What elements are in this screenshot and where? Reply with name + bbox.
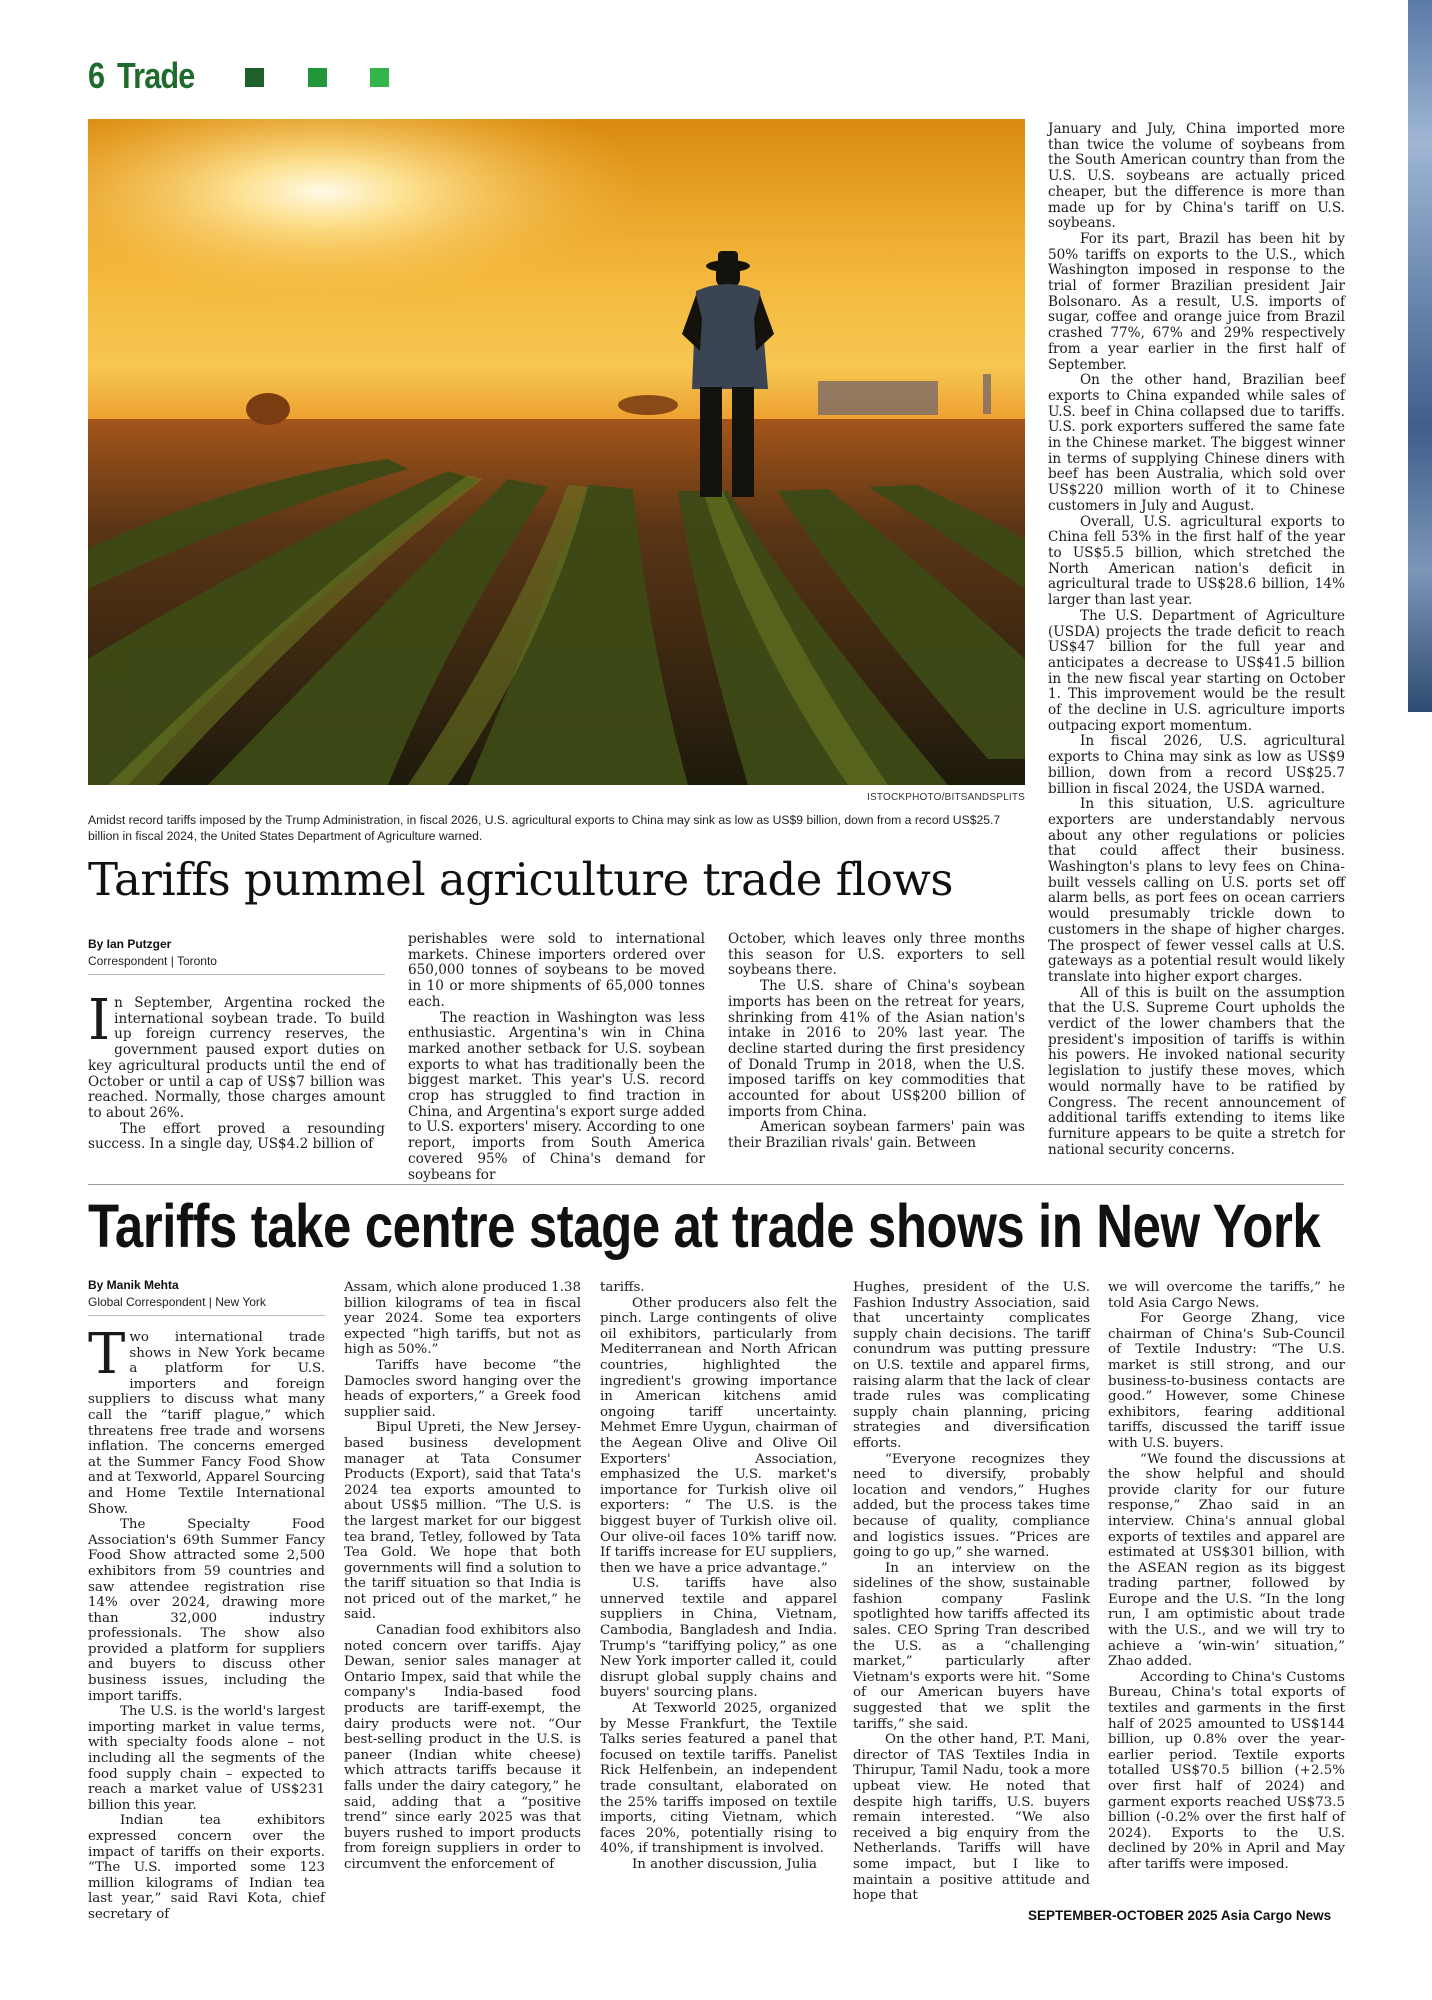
article2-dropcap: T [88,1322,126,1387]
paragraph: Overall, U.S. agricultural exports to China fell 53% in the first half of the year to US$5.5 billion, which stretched the North American nation's deficit in agricultural trade to US$28.6 billion, 14% larger than last year. [1048,513,1345,609]
byline-divider [88,974,385,975]
article1-role: Correspondent | Toronto [88,954,217,968]
paragraph: Hughes, president of the U.S. Fashion Industry Association, said that uncertainty complicates supply chain decisions. The tariff conundrum was putting pressure on U.S. textile and apparel firms, raising alarm that the lack of clear trade rules was complicating supply chain planning, pricing strategies and diversification efforts. [853,1280,1090,1451]
paragraph: The reaction in Washington was less enthusiastic. Argentina's win in China marked another setback for U.S. soybean exports to what has traditionally been the biggest market. This year's U.S. record crop has struggled to find traction in China, and Argentina's export surge added to U.S. exporters' misery. According to one report, imports from South America covered 95% of China's demand for soybeans for [408,1009,705,1183]
paragraph: For George Zhang, vice chairman of China's Sub-Council of Textile Industry: “The U.S. market is still strong, and our business-to-business contacts are good.” However, some Chinese exhibitors, fearing additional tariffs, discussed the tariff issue with U.S. buyers. [1108,1311,1345,1451]
publication-name: Asia Cargo News [1220,1908,1332,1923]
article1-author: By Ian Putzger [88,937,172,951]
photo-credit: ISTOCKPHOTO/BITSANDSPLITS [867,792,1025,803]
section-name: Trade [117,55,195,96]
paragraph: U.S. tariffs have also unnerved textile and apparel suppliers in China, Vietnam, Cambodia, Bangladesh and India. Trump's “tariffying policy,” as one New York importer called it, could disrupt global supply chains and buyers' sourcing plans. [600,1576,837,1701]
paragraph: “Everyone recognizes they need to diversify, probably location and vendors,” Hughes added, but the process takes time because of quality, compliance and logistics issues. “Prices are going to go up,” she warned. [853,1451,1090,1561]
paragraph: Tariffs have become “the Damocles sword hanging over the heads of exporters,” a Greek food supplier said. [344,1357,581,1420]
article1-column-2 [408,932,705,1183]
paragraph: October, which leaves only three months this season for U.S. exporters to sell soybeans there. [728,931,1025,979]
paragraph: On the other hand, Brazilian beef exports to China expanded while sales of U.S. beef in China collapsed due to tariffs. U.S. pork exporters suffered the same fate in the Chinese market. The biggest winner in terms of supplying Chinese diners with beef has been Australia, which sold over US$220 million worth of it to Chinese customers in July and August. [1048,372,1345,514]
farmer-at-sunset-photo [88,119,1025,785]
article2-column-4 [853,1280,1090,1904]
paragraph: For its part, Brazil has been hit by 50% tariffs on exports to the U.S., which Washington imposed in response to the trial of former Brazilian president Jair Bolsonaro. As a result, U.S. imports of sugar, coffee and orange juice from Brazil crashed 77%, 67% and 29% respectively from a year earlier in the first half of September. [1048,230,1345,373]
paragraph: we will overcome the tariffs,” he told Asia Cargo News. [1108,1280,1345,1311]
article2-column-5 [1108,1280,1345,1873]
photo-illustration [88,119,1025,785]
paragraph: All of this is built on the assumption that the U.S. Supreme Court upholds the verdict of the lower chambers that the president's imposition of tariffs is within his powers. He invoked national security legislation to justify these moves, which would normally have to be ratified by Congress. The recent announcement of additional tariffs extending to items like furniture appears to be quite a stretch for national security concerns. [1048,984,1345,1158]
section-square-3 [370,68,389,87]
article1-byline [88,937,385,975]
article2-column-2 [344,1280,581,1873]
paragraph: In another discussion, Julia [632,1856,818,1872]
paragraph: On the other hand, P.T. Mani, director of TAS Textiles India in Thirupur, Tamil Nadu, took a more upbeat view. He noted that despite high tariffs, U.S. buyers remain interested. “We also received a big enquiry from the Netherlands. Tariffs will have some impact, but I like to maintain a positive attitude and hope that [853,1732,1090,1904]
article1-column-1 [88,988,385,1153]
paragraph: The Specialty Food Association's 69th Summer Fancy Food Show attracted some 2,500 exhibitors from 59 countries and saw attendee registration rise 14% over 2024, drawing more than 32,000 industry professionals. The show also provided a platform for suppliers and buyers to discuss other business issues, including the import tariffs. [88,1517,325,1704]
section-square-1 [245,68,264,87]
issue-date: SEPTEMBER-OCTOBER 2025 [1028,1908,1218,1923]
paragraph: Canadian food exhibitors also noted concern over tariffs. Ajay Dewan, senior sales manager at Ontario Impex, said that while the company's India-based food products are tariff-exempt, the dairy products were not. “Our best-selling product in the U.S. is paneer (Indian white cheese) which attracts tariffs because it falls under the dairy category,” he said, adding that a “positive trend” since early 2025 was that buyers rushed to import products from foreign suppliers in order to circumvent the enforcement of [344,1623,581,1872]
paragraph: The U.S. share of China's soybean imports has been on the retreat for years, shrinking from 41% of the Asian nation's intake in 2016 to 20% last year. The decline started during the first presidency of Donald Trump in 2018, when the U.S. imposed tariffs on key commodities that accounted for about US$200 billion of imports from China. [728,978,1025,1120]
article2-author: By Manik Mehta [88,1278,179,1292]
paragraph: The U.S. Department of Agriculture (USDA) projects the trade deficit to reach US$47 billion for the full year and anticipates a decrease to US$41.5 billion in the new fiscal year starting on October 1. This improvement would be the result of the decline in U.S. agriculture imports outpacing export momentum. [1048,607,1345,734]
paragraph: The U.S. is the world's largest importing market in value terms, with specialty foods alone – not including all the segments of the food supply chain – expected to reach a market value of US$231 billion this year. [88,1704,325,1813]
paragraph: Indian tea exhibitors expressed concern over the impact of tariffs on their exports. “The U.S. imported some 123 million kilograms of Indian tea last year,” said Ravi Kota, chief secretary of [88,1813,325,1922]
paragraph: wo international trade shows in New York became a platform for U.S. importers and foreign suppliers to discuss what many call the “tariff plague,” which threatens free trade and worsens inflation. The concerns emerged at the Summer Fancy Food Show and at Texworld, Apparel Sourcing and Home Textile International Show. [88,1330,325,1517]
paragraph: “We found the discussions at the show helpful and should provide clarity for our future response,” Zhao said in an interview. China's annual global exports of textiles and apparel are estimated at US$301 billion, with the ASEAN region as its biggest trading partner, followed by Europe and the U.S. “In the long run, I am optimistic about trade with the U.S., and we will try to achieve a ‘win-win’ situation,” Zhao added. [1108,1451,1345,1670]
article2-headline: Tariffs take centre stage at trade shows in New York [88,1192,1321,1260]
paragraph: perishables were sold to international markets. Chinese importers ordered over 650,000 tonnes of soybeans to be moved in 10 or more shipments of 65,000 tonnes each. [408,931,705,1010]
paragraph: In fiscal 2026, U.S. agricultural exports to China may sink as low as US$9 billion, down from a record US$25.7 billion in fiscal 2024, the USDA warned. [1048,733,1345,797]
paragraph: The effort proved a resounding success. In a single day, US$4.2 billion of [88,1120,385,1153]
article-divider [88,1184,1344,1185]
article2-role: Global Correspondent | New York [88,1295,266,1309]
paragraph: In this situation, U.S. agriculture exporters are understandably nervous about any other regulations or policies that could affect their business. Washington's plans to levy fees on China-built vessels calling on U.S. ports set off alarm bells, as port fees on ocean carriers would presumably trickle down to customers in the shape of higher charges. The prospect of fewer vessel calls at U.S. gateways as a potential result would likely translate into higher export charges. [1048,796,1345,985]
article2-byline [88,1278,325,1316]
paragraph: tariffs. [600,1280,645,1295]
article2-column-1 [88,1322,325,1923]
article1-column-3 [728,932,1025,1152]
article1-column-4 [1048,122,1345,1158]
paragraph: n September, Argentina rocked the international soybean trade. To build up foreign currency reserves, the government paused export duties on key agricultural products until the end of October or until a cap of US$7 billion was reached. Normally, those charges amount to about 26%. [88,995,385,1121]
section-header [88,52,208,100]
page-footer [1028,1908,1331,1923]
paragraph: According to China's Customs Bureau, China's total exports of textiles and garments in the first half of 2025 amounted to US$144 billion, up 0.8% over the year-earlier period. Textile exports totalled US$70.5 billion (+2.5% over first half of 2024) and garment exports reached US$73.5 billion (-0.2% over the first half of 2024). Exports to the U.S. declined by 20% in April and May after tariffs were imposed. [1108,1669,1345,1872]
article1-dropcap: I [88,988,111,1053]
paragraph: January and July, China imported more than twice the volume of soybeans from the South American country than from the U.S. U.S. soybeans are actually priced cheaper, but the difference is more than made up for by China's tariff on U.S. soybeans. [1048,121,1345,232]
section-square-2 [308,68,327,87]
byline-divider [88,1315,325,1316]
section-number: 6 [88,55,105,96]
article2-column-3 [600,1280,837,1873]
adjacent-page-edge [1408,0,1432,712]
paragraph: In an interview on the sidelines of the show, sustainable fashion company Faslink spotlighted how tariffs affected its sales. CEO Spring Tran described the U.S. as a “challenging market,” particularly after Vietnam's exports were hit. “Some of our American buyers have suggested that we split the tariffs,” she said. [853,1560,1090,1732]
paragraph: Assam, which alone produced 1.38 billion kilograms of tea in fiscal year 2024. Some tea exporters expected “high tariffs, but not as high as 50%.” [344,1280,581,1358]
paragraph: At Texworld 2025, organized by Messe Frankfurt, the Textile Talks series featured a panel that focused on textile tariffs. Panelist Rick Helfenbein, an independent trade consultant, elaborated on the 25% tariffs imposed on textile imports, citing Vietnam, which faces 20%, potentially rising to 40%, if transhipment is involved. [600,1701,837,1857]
paragraph: Other producers also felt the pinch. Large contingents of olive oil exhibitors, particularly from Mediterranean and North African countries, highlighted the ingredient's growing importance in American kitchens amid ongoing tariff uncertainty. Mehmet Emre Uygun, chairman of the Aegean Olive and Olive Oil Exporters' Association, emphasized the U.S. market's importance for Turkish olive oil exporters: “ The U.S. is the biggest buyer of Turkish olive oil. Our olive-oil faces 10% tariff now. If tariffs increase for EU suppliers, then we have a price advantage.” [600,1295,837,1576]
paragraph: American soybean farmers' pain was their Brazilian rivals' gain. Between [728,1119,1025,1152]
article1-headline: Tariffs pummel agriculture trade flows [88,853,953,906]
paragraph: Bipul Upreti, the New Jersey-based business development manager at Tata Consumer Products (Export), said that Tata's 2024 tea exports amounted to about US$5 million. “The U.S. is the largest market for our biggest tea brand, Tetley, followed by Tata Tea Gold. We hope that both governments will find a solution to the tariff situation so that India is not priced out of the market,” he said. [344,1420,581,1623]
photo-caption: Amidst record tariffs imposed by the Trump Administration, in fiscal 2026, U.S. agricultural exports to China may sink as low as US$9 billion, down from a record US$25.7 billion in fiscal 2024, the United States Department of Agriculture warned. [88,813,1001,843]
